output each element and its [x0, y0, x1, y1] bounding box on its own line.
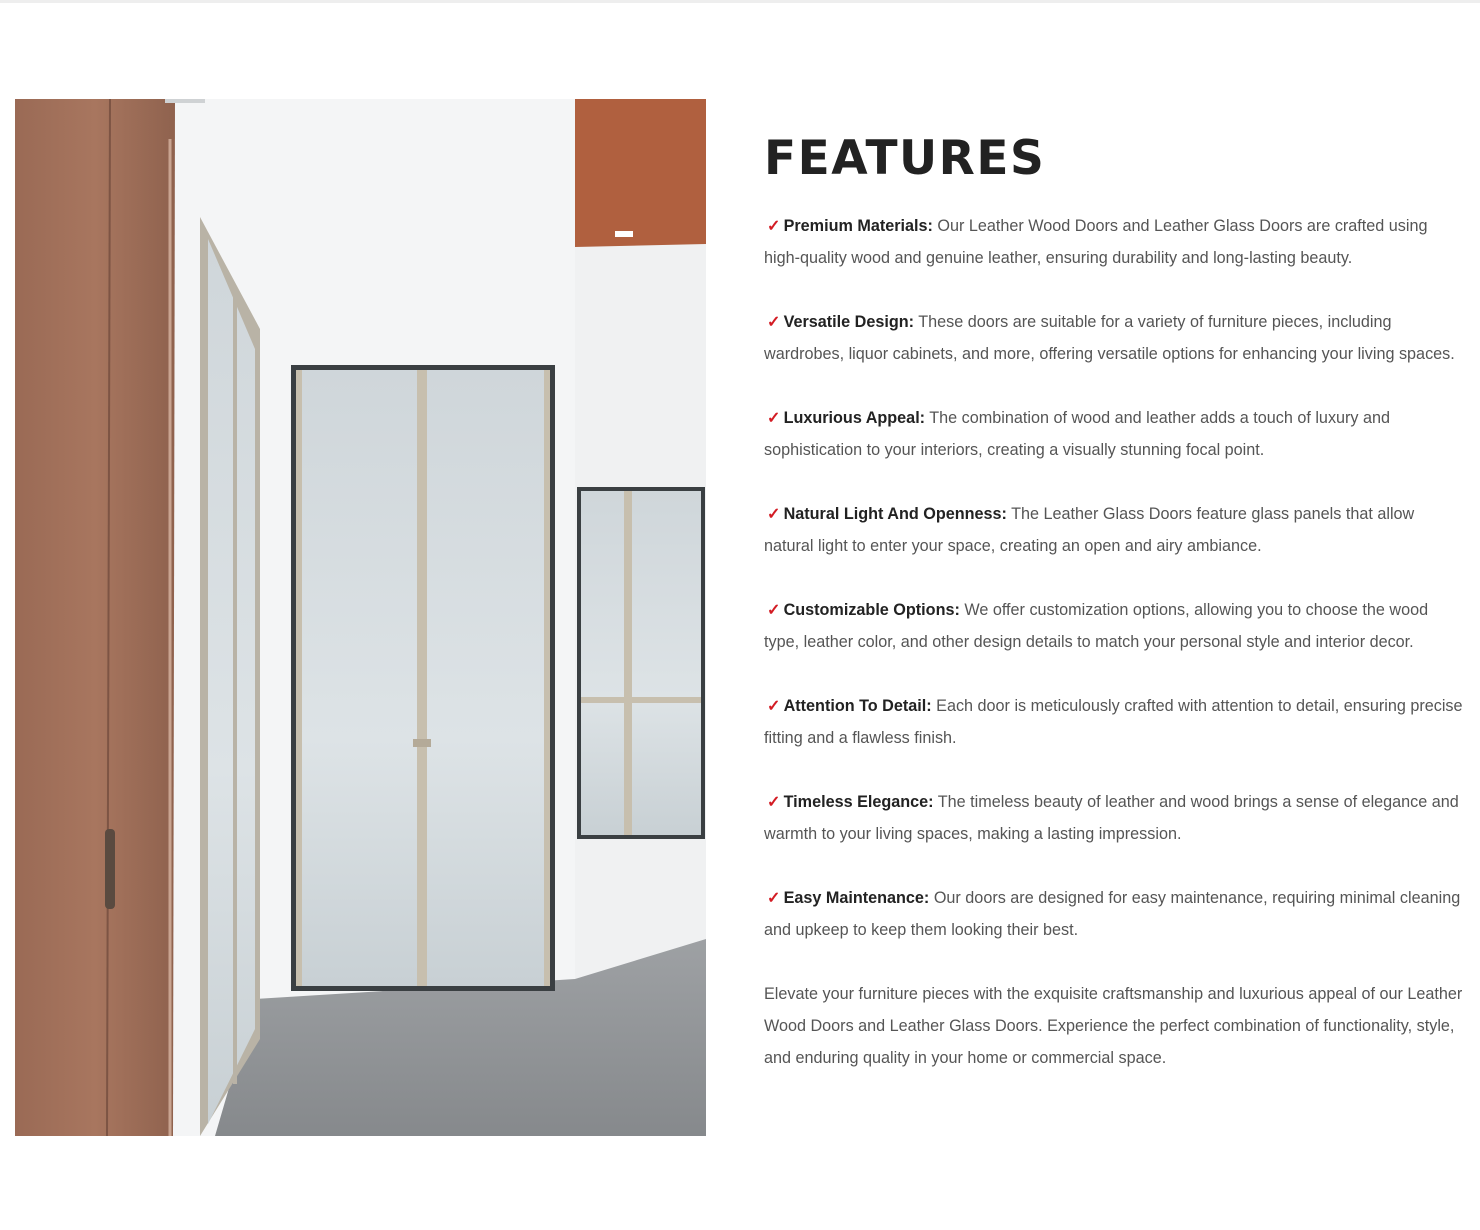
check-icon: ✓ [767, 505, 781, 523]
feature-timeless-elegance [764, 786, 1464, 850]
check-icon: ✓ [767, 217, 781, 235]
feature-label: Premium Materials: [783, 217, 933, 235]
check-icon: ✓ [767, 409, 781, 427]
feature-luxurious-appeal [764, 402, 1464, 466]
closing-paragraph: Elevate your furniture pieces with the exquisite craftsmanship and luxurious appeal of our Leather Wood Doors and Leather Glass Doors. Experience the perfect combination of functionality, style, and enduring quality in your home or commercial space. [764, 985, 1463, 1067]
feature-text: The timeless beauty of leather and wood brings a sense of elegance and warmth to your living spaces, making a lasting impression. [764, 793, 1459, 843]
feature-label: Attention To Detail: [783, 697, 932, 715]
check-icon: ✓ [767, 697, 781, 715]
feature-attention-to-detail [764, 690, 1464, 754]
check-icon: ✓ [767, 793, 781, 811]
feature-text: Each door is meticulously crafted with attention to detail, ensuring precise fitting and a flawless finish. [764, 697, 1463, 747]
feature-easy-maintenance [764, 882, 1464, 946]
feature-label: Customizable Options: [783, 601, 960, 619]
features-heading: FEATURES [764, 131, 1046, 186]
features-section [764, 124, 1464, 1074]
feature-text: These doors are suitable for a variety of furniture pieces, including wardrobes, liquor cabinets, and more, offering versatile options for enhancing your living spaces. [764, 313, 1455, 363]
feature-text: Our Leather Wood Doors and Leather Glass Doors are crafted using high-quality wood and genuine leather, ensuring durability and long-lasting beauty. [764, 217, 1428, 267]
feature-versatile-design [764, 306, 1464, 370]
feature-label: Luxurious Appeal: [783, 409, 926, 427]
feature-natural-light [764, 498, 1464, 562]
check-icon: ✓ [767, 313, 781, 331]
feature-label: Versatile Design: [783, 313, 915, 331]
feature-label: Natural Light And Openness: [783, 505, 1007, 523]
feature-label: Timeless Elegance: [783, 793, 934, 811]
feature-text: We offer customization options, allowing you to choose the wood type, leather color, and other design details to match your personal style and interior decor. [764, 601, 1429, 651]
feature-text: The combination of wood and leather adds a touch of luxury and sophistication to your interiors, creating a visually stunning focal point. [764, 409, 1391, 459]
check-icon: ✓ [767, 889, 781, 907]
feature-customizable-options [764, 594, 1464, 658]
check-icon: ✓ [767, 601, 781, 619]
top-divider [0, 0, 1480, 3]
feature-text: Our doors are designed for easy maintenance, requiring minimal cleaning and upkeep to keep them looking their best. [764, 889, 1461, 939]
feature-label: Easy Maintenance: [783, 889, 930, 907]
feature-text: The Leather Glass Doors feature glass panels that allow natural light to enter your space, creating an open and airy ambiance. [764, 505, 1415, 555]
feature-premium-materials [764, 210, 1464, 274]
product-photo [15, 99, 706, 1136]
